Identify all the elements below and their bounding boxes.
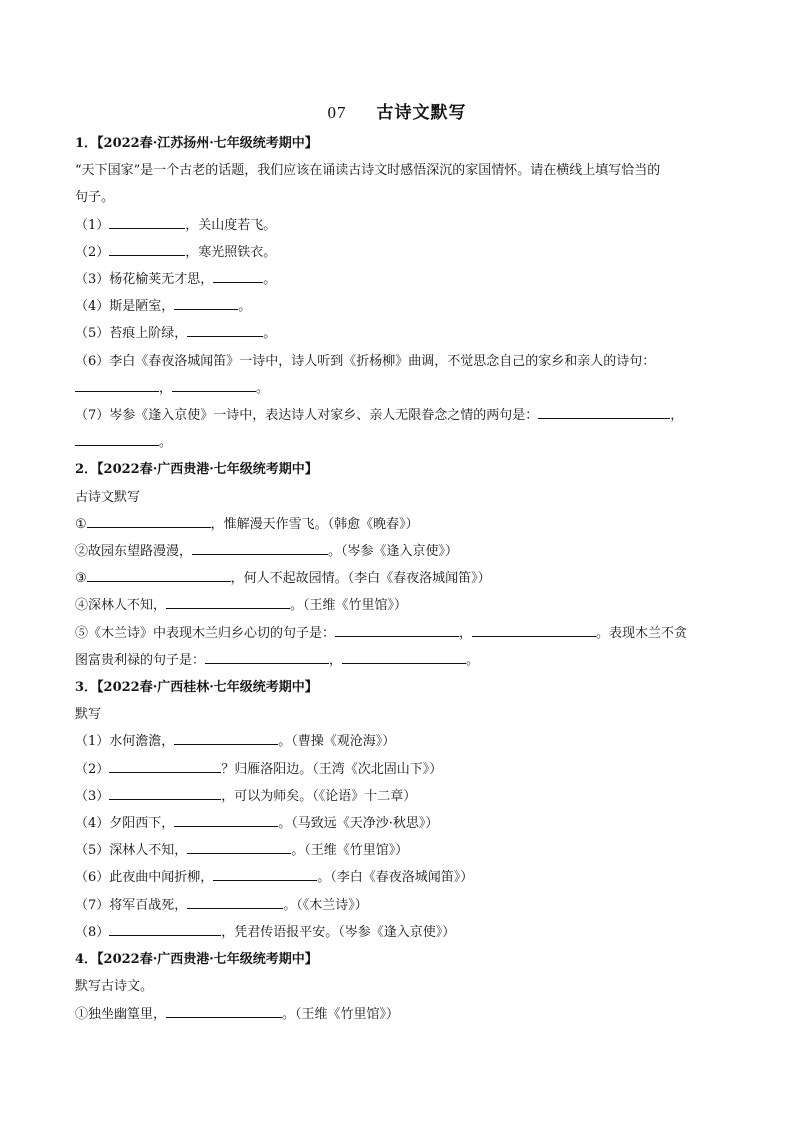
q1-item-2-prefix: （2）: [75, 244, 110, 260]
q2-item-1: [75, 511, 725, 538]
q3-item-6-text: （6）此夜曲中闻折柳，: [75, 870, 214, 886]
q3-item-5-text: （5）深林人不知，: [75, 843, 188, 859]
q3-item-4: [75, 810, 725, 837]
q1-item-5-end: 。: [263, 326, 277, 342]
q3-item-8: [75, 919, 725, 946]
answer-blank[interactable]: [75, 377, 159, 392]
answer-blank[interactable]: [174, 295, 238, 310]
q3-item-2-text: ？归雁洛阳边。（王湾《次北固山下》）: [221, 761, 443, 777]
q1-item-2-text: ，寒光照铁衣。: [185, 244, 277, 260]
answer-blank[interactable]: [342, 649, 466, 664]
q2-item-2: [75, 538, 725, 565]
q3-item-3-text: ，可以为师矣。（《论语》十二章）: [221, 788, 417, 804]
q3-item-1: [75, 728, 725, 755]
q1-item-4: [75, 293, 725, 320]
q1-item-3-end: 。: [263, 272, 277, 288]
q2-item-5-end: 。表现木兰不贪: [596, 625, 688, 641]
q1-item-7: [75, 402, 725, 429]
question-4-intro: 默写古诗文。: [75, 979, 154, 995]
question-1-heading: 1．【2022春·江苏扬州·七年级统考期中】: [75, 136, 318, 151]
answer-blank[interactable]: [75, 431, 159, 446]
q3-item-4-text: （4）夕阳西下，: [75, 816, 175, 832]
q2-item-4-end: 。（王维《竹里馆》）: [290, 598, 408, 614]
answer-blank[interactable]: [538, 404, 670, 419]
q1-item-3: [75, 266, 725, 293]
answer-blank[interactable]: [174, 730, 278, 745]
q1-item-5-text: （5）苔痕上阶绿，: [75, 326, 188, 342]
q2-item-3: [75, 565, 725, 592]
q2-item-5-cont-text: 图富贵利禄的句子是：: [75, 652, 206, 668]
q3-item-6-end: 。（李白《春夜洛城闻笛》）: [317, 870, 474, 886]
q3-item-5: [75, 837, 725, 864]
q1-item-1: [75, 212, 725, 239]
title-number: 07: [327, 103, 347, 122]
q1-item-4-end: 。: [238, 299, 252, 315]
q2-item-3-text: ，何人不起故园情。（李白《春夜洛城闻笛》）: [230, 571, 491, 587]
question-1-intro: “天下国家”是一个古老的话题，我们应该在诵读古诗文时感悟深沉的家国情怀。请在横线上填写恰当的: [75, 163, 661, 179]
answer-blank[interactable]: [335, 622, 459, 637]
answer-blank[interactable]: [187, 894, 283, 909]
answer-blank[interactable]: [109, 785, 221, 800]
q3-item-7: [75, 892, 725, 919]
q2-item-5: [75, 620, 725, 647]
q2-item-3-prefix: ③: [75, 571, 87, 587]
question-2-heading: 2．【2022春·广西贵港·七年级统考期中】: [75, 462, 318, 478]
q2-item-5-cont: [75, 647, 725, 674]
q1-item-4-text: （4）斯是陋室，: [75, 299, 175, 315]
answer-blank[interactable]: [213, 268, 263, 283]
q4-item-1: [75, 1001, 725, 1028]
answer-blank[interactable]: [187, 322, 263, 337]
q2-item-4-text: ④深林人不知，: [75, 598, 167, 614]
q2-item-4: [75, 592, 725, 619]
q3-item-8-text: ，凭君传语报平安。（岑参《逢入京使》）: [221, 924, 456, 940]
q2-item-5-text: ⑤《木兰诗》中表现木兰归乡心切的句子是：: [75, 625, 336, 641]
answer-blank[interactable]: [166, 594, 290, 609]
answer-blank[interactable]: [87, 513, 211, 528]
q3-item-7-text: （7）将军百战死，: [75, 897, 188, 913]
content: [75, 130, 725, 1028]
q3-item-2-prefix: （2）: [75, 761, 110, 777]
q3-item-2: [75, 756, 725, 783]
q3-item-8-prefix: （8）: [75, 924, 110, 940]
q4-item-1-end: 。（王维《竹里馆》）: [282, 1006, 400, 1022]
answer-blank[interactable]: [109, 921, 221, 936]
answer-blank[interactable]: [109, 758, 221, 773]
answer-blank[interactable]: [174, 812, 278, 827]
q1-item-7-text: （7）岑参《逢入京使》一诗中，表达诗人对家乡、亲人无限眷念之情的两句是：: [75, 408, 539, 424]
page-title: [0, 98, 794, 123]
q1-item-2: [75, 239, 725, 266]
q3-item-6: [75, 864, 725, 891]
q2-item-5-comma: ，: [459, 625, 473, 641]
answer-blank[interactable]: [213, 866, 317, 881]
answer-blank[interactable]: [109, 241, 185, 256]
q1-item-6-end: 。: [256, 380, 270, 396]
question-1-intro-cont: 句子。: [75, 190, 115, 206]
answer-blank[interactable]: [109, 214, 185, 229]
q3-item-4-end: 。（马致远《天净沙·秋思》）: [278, 816, 439, 832]
title-text: 古诗文默写: [376, 103, 467, 123]
q3-item-1-end: 。（曹操《观沧海》）: [278, 734, 396, 750]
answer-blank[interactable]: [166, 1003, 282, 1018]
question-3-heading: 3．【2022春·广西桂林·七年级统考期中】: [75, 680, 318, 696]
q1-item-7-comma: ，: [670, 408, 684, 424]
answer-blank[interactable]: [187, 839, 291, 854]
q2-item-1-prefix: ①: [75, 516, 87, 532]
q1-item-5: [75, 320, 725, 347]
q2-item-5-cont-end: 。: [466, 652, 480, 668]
q2-item-2-text: ②故园东望路漫漫，: [75, 544, 193, 560]
answer-blank[interactable]: [172, 377, 256, 392]
answer-blank[interactable]: [205, 649, 329, 664]
answer-blank[interactable]: [87, 567, 231, 582]
q1-item-6-answers: [75, 375, 725, 402]
q3-item-5-end: 。（王维《竹里馆》）: [291, 843, 409, 859]
q1-item-1-prefix: （1）: [75, 217, 110, 233]
q2-item-1-text: ，惟解漫天作雪飞。（韩愈《晚春》）: [210, 516, 419, 532]
answer-blank[interactable]: [472, 622, 596, 637]
q2-item-2-end: 。（岑参《逢入京使》）: [328, 544, 459, 560]
answer-blank[interactable]: [192, 540, 328, 555]
q3-item-3-prefix: （3）: [75, 788, 110, 804]
question-3-intro: 默写: [75, 707, 102, 723]
q2-item-5-cont-comma: ，: [329, 652, 343, 668]
q1-item-6: （6）李白《春夜洛城闻笛》一诗中，诗人听到《折杨柳》曲调，不觉思念自己的家乡和亲人的诗句：: [75, 353, 656, 369]
q1-item-1-text: ，关山度若飞。: [185, 217, 277, 233]
q1-item-3-text: （3）杨花榆荚无才思，: [75, 272, 214, 288]
q1-item-7-answers: [75, 429, 725, 456]
q3-item-3: [75, 783, 725, 810]
q1-item-7-end: 。: [159, 435, 173, 451]
q4-item-1-text: ①独坐幽篁里，: [75, 1006, 167, 1022]
question-4-heading: 4．【2022春·广西贵港·七年级统考期中】: [75, 952, 318, 968]
question-2-intro: 古诗文默写: [75, 489, 141, 505]
q3-item-7-end: 。（《木兰诗》）: [283, 897, 368, 913]
q3-item-1-text: （1）水何澹澹，: [75, 734, 175, 750]
q1-item-6-comma: ，: [159, 380, 173, 396]
